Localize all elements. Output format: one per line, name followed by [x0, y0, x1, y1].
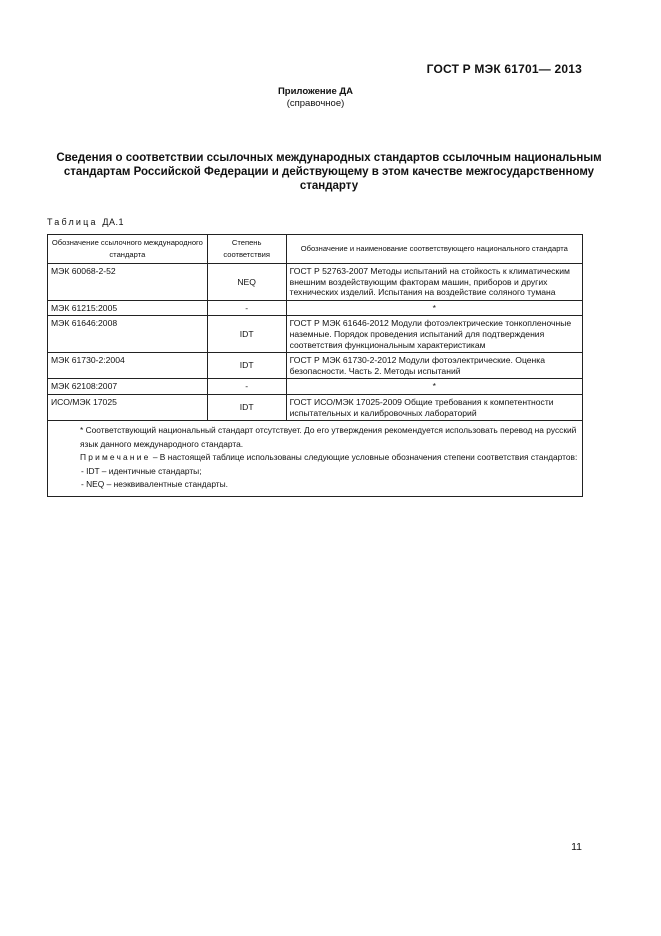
table-notes — [48, 421, 583, 497]
note-text: – В настоящей таблице использованы следующие условные обозначения степени соответствия стандартов: — [152, 452, 578, 463]
header-national-standard: Обозначение и наименование соответствующего национального стандарта — [286, 235, 582, 264]
footnote: * Соответствующий национальный стандарт отсутствует. До его утверждения рекомендуется использовать перевод на русский язык данного международного стандарта. — [80, 425, 577, 449]
national-standard-cell: ГОСТ Р МЭК 61646-2012 Модули фотоэлектрические тонкопленочные наземные. Порядок проведения испытаний для подтверждения соответствия функциональным характеристикам — [286, 316, 582, 353]
intl-standard-cell: МЭК 61646:2008 — [48, 316, 208, 353]
legend-item: - IDT – идентичные стандарты; — [81, 465, 202, 476]
intl-standard-cell: МЭК 61215:2005 — [48, 300, 208, 316]
degree-cell: IDT — [207, 394, 286, 420]
table-row — [48, 264, 583, 301]
section-title: Сведения о соответствии ссылочных международных стандартов ссылочным национальным стандартам Российской Федерации и действующему в этом качестве межгосударственному стандарту — [56, 152, 602, 192]
national-standard-cell: ГОСТ Р МЭК 61730-2-2012 Модули фотоэлектрические. Оценка безопасности. Часть 2. Методы испытаний — [286, 353, 582, 379]
national-standard-cell: * — [286, 379, 582, 395]
intl-standard-cell: МЭК 61730-2:2004 — [48, 353, 208, 379]
degree-cell: IDT — [207, 316, 286, 353]
page-number: 11 — [571, 841, 582, 853]
degree-cell: NEQ — [207, 264, 286, 301]
intl-standard-cell: МЭК 62108:2007 — [48, 379, 208, 395]
header-degree: Степень соответствия — [207, 235, 286, 264]
national-standard-cell: ГОСТ Р 52763-2007 Методы испытаний на стойкость к климатическим внешним воздействующим факторам машин, приборов и других технических изделий. Испытания на воздействие соляного тумана — [286, 264, 582, 301]
table-caption-number: ДА.1 — [102, 217, 125, 227]
intl-standard-cell: МЭК 60068-2-52 — [48, 264, 208, 301]
appendix-heading — [0, 86, 631, 110]
degree-cell: IDT — [207, 353, 286, 379]
appendix-subtitle: (справочное) — [286, 98, 345, 109]
table-caption-label: Таблица — [47, 217, 98, 227]
degree-cell: - — [207, 379, 286, 395]
national-standard-cell: * — [286, 300, 582, 316]
document-code: ГОСТ Р МЭК 61701— 2013 — [426, 62, 582, 76]
note — [52, 451, 578, 465]
table-row — [48, 379, 583, 395]
intl-standard-cell: ИСО/МЭК 17025 — [48, 394, 208, 420]
table-row — [48, 394, 583, 420]
table-caption — [47, 217, 124, 227]
header-international-standard: Обозначение ссылочного международного стандарта — [48, 235, 208, 264]
national-standard-cell: ГОСТ ИСО/МЭК 17025-2009 Общие требования к компетентности испытательных и калибровочных лабораторий — [286, 394, 582, 420]
table-row — [48, 316, 583, 353]
standards-table — [47, 234, 583, 497]
appendix-title: Приложение ДА — [277, 86, 354, 97]
table-notes-row — [48, 421, 583, 497]
table-row — [48, 300, 583, 316]
note-label: Примечание — [80, 452, 151, 463]
table-header-row — [48, 235, 583, 264]
legend-item: - NEQ – неэквивалентные стандарты. — [81, 479, 228, 490]
table-row — [48, 353, 583, 379]
degree-cell: - — [207, 300, 286, 316]
